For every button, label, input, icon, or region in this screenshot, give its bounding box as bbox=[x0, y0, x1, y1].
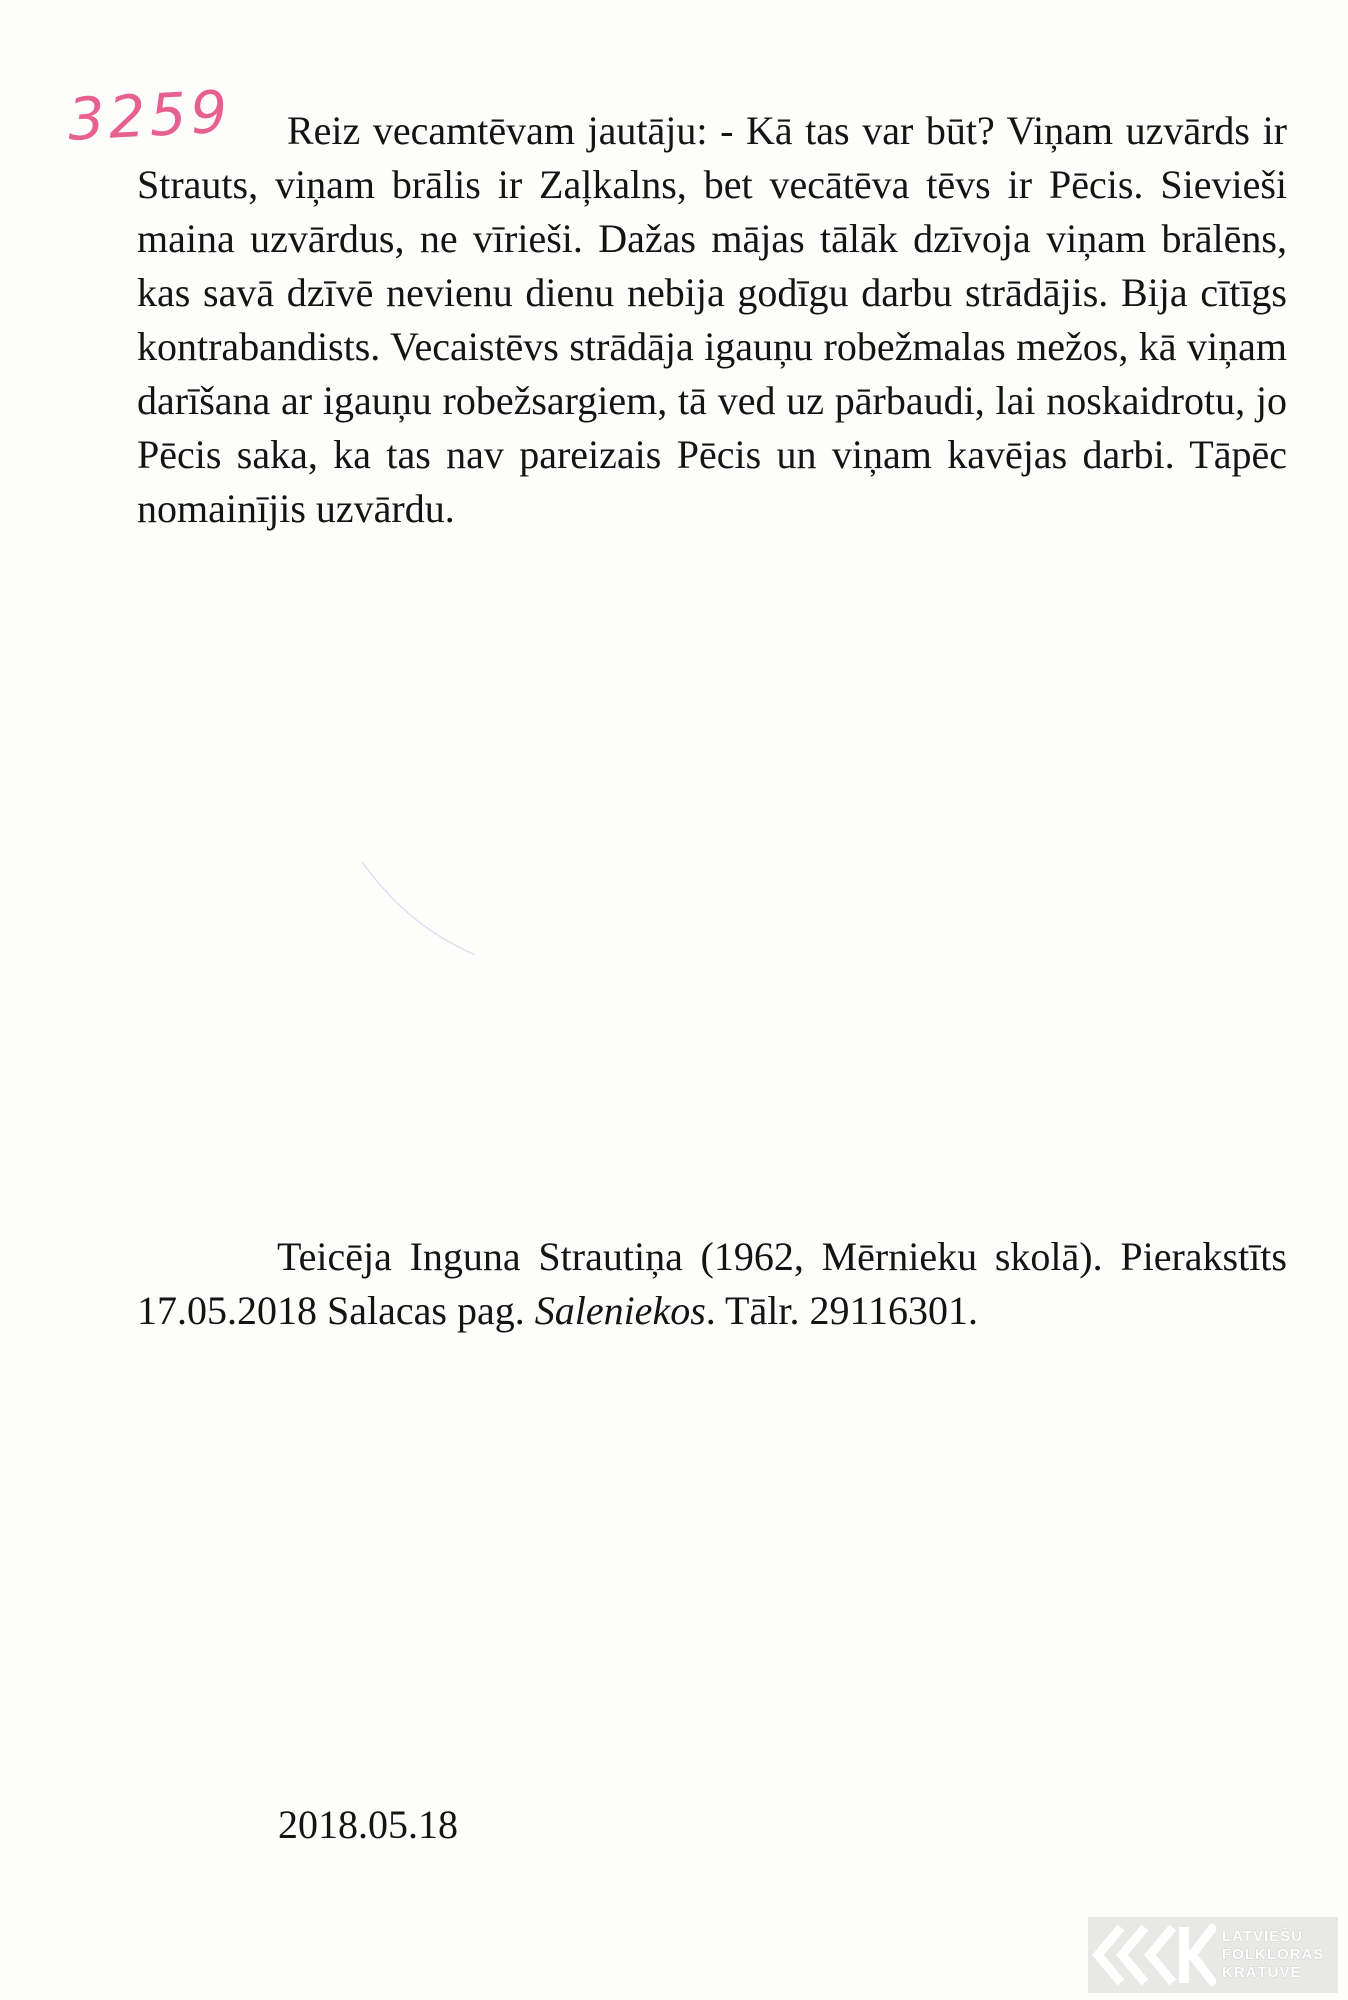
archive-logo bbox=[1088, 1917, 1338, 1993]
narrator-text: Teicēja Inguna Strautiņa (1962, Mērnieku skolā). Pierakstīts 17.05.2018 Salacas pag. bbox=[137, 1234, 1287, 1333]
handwritten-catalog-number: 3259 bbox=[66, 77, 233, 154]
narrator-info bbox=[137, 1230, 1287, 1338]
paper-crease-mark bbox=[360, 860, 480, 960]
recording-place: Saleniekos bbox=[534, 1288, 706, 1333]
narrator-phone: . Tālr. 29116301. bbox=[705, 1288, 978, 1333]
story-text: Reiz vecamtēvam jautāju: - Kā tas var būt? Viņam uzvārds ir Strauts, viņam brālis ir Zaļkalns, bet vecātēva tēvs ir Pēcis. Sievieši maina uzvārdus, ne vīrieši. Dažas mājas tālāk dzīvoja viņam brālēns, kas savā dzīvē nevienu dienu nebija godīgu darbu strādājis. Bija cītīgs kontrabandists. Vecaistēvs strādāja igauņu robežmalas mežos, kā viņam darīšana ar igauņu robežsargiem, tā ved uz pārbaudi, lai noskaidrotu, jo Pēcis saka, ka tas nav pareizais Pēcis un viņam kavējas darbi. Tāpēc nomainījis uzvārdu. bbox=[137, 108, 1287, 531]
logo-wordmark bbox=[1222, 1928, 1324, 1982]
lfk-logo-icon bbox=[1088, 1917, 1216, 1993]
logo-line-1: LATVIEŠU bbox=[1222, 1928, 1304, 1945]
document-date: 2018.05.18 bbox=[278, 1802, 458, 1847]
logo-line-2: FOLKLORAS bbox=[1222, 1946, 1325, 1963]
logo-line-3: KRĀTUVE bbox=[1222, 1964, 1302, 1981]
